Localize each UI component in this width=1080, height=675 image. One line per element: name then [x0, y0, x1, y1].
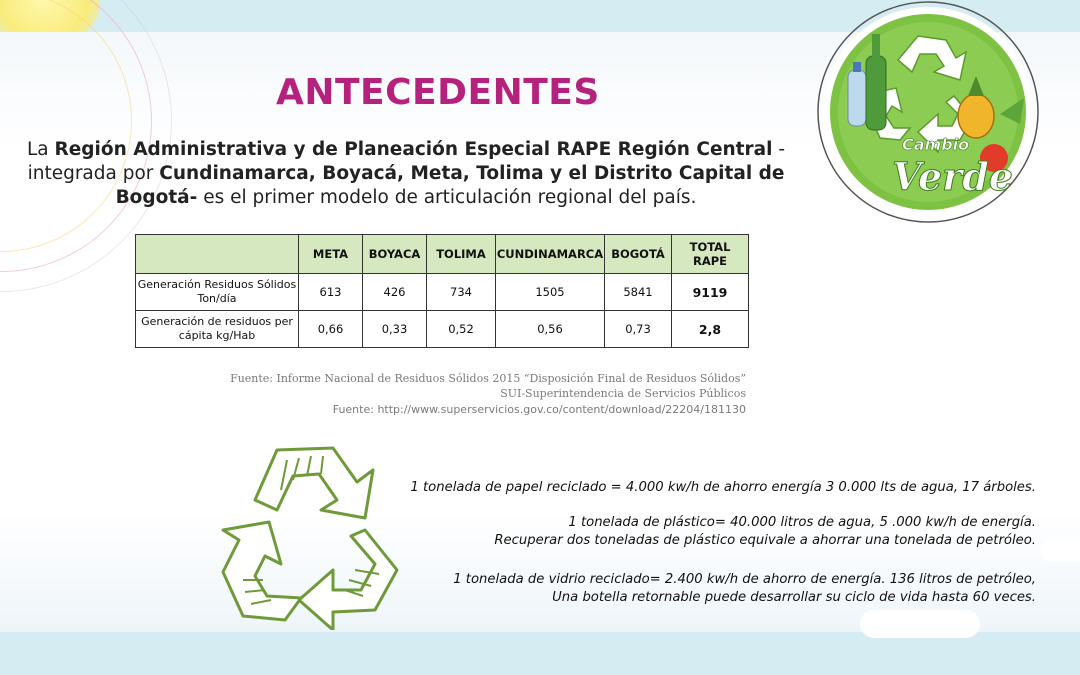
table-row	[136, 311, 749, 348]
table-header-cell: BOYACA	[363, 235, 427, 274]
intro-bold-rape: Región Administrativa y de Planeación Especial RAPE Región Central	[54, 139, 773, 160]
table-header-cell	[136, 235, 299, 274]
table-header-cell: META	[299, 235, 363, 274]
table-header-cell: TOTAL RAPE	[672, 235, 749, 274]
cloud-decoration	[1040, 540, 1080, 562]
intro-text: La	[26, 139, 55, 160]
fact-plastic-1: 1 tonelada de plástico= 40.000 litros de agua, 5 .000 kw/h de energía.	[568, 515, 1036, 530]
logo-word-verde: Verde	[892, 154, 1013, 199]
intro-bold-members: Cundinamarca, Boyacá, Meta, Tolima y el Distrito Capital de Bogotá-	[115, 163, 785, 208]
fact-paper: 1 tonelada de papel reciclado = 4.000 kw/h de ahorro energía 3 0.000 lts de agua, 17 árboles.	[410, 480, 1036, 495]
total-cell: 9119	[672, 274, 749, 311]
table-cell: 613	[299, 274, 363, 311]
table-cell: 0,33	[363, 311, 427, 348]
source-line: Fuente: Informe Nacional de Residuos Sólidos 2015 “Disposición Final de Residuos Sólidos”	[230, 372, 746, 385]
table-header-row	[136, 235, 749, 274]
intro-text: -integrada por	[27, 139, 786, 184]
intro-paragraph	[0, 138, 812, 210]
fact-plastic-2: Recuperar dos toneladas de plástico equivale a ahorrar una tonelada de petróleo.	[494, 533, 1036, 548]
fact-glass-2: Una botella retornable puede desarrollar su ciclo de vida hasta 60 veces.	[552, 590, 1036, 605]
table-header-cell: TOLIMA	[427, 235, 496, 274]
cambio-verde-logo	[800, 0, 1060, 230]
table-cell: 0,66	[299, 311, 363, 348]
table-header-cell: BOGOTÁ	[605, 235, 672, 274]
bottom-band	[0, 632, 1080, 675]
source-url: Fuente: http://www.superservicios.gov.co/content/download/22204/181130	[332, 403, 746, 416]
table-cell: 0,56	[496, 311, 605, 348]
row-label: Generación Residuos Sólidos Ton/día	[136, 274, 299, 311]
table-row	[136, 274, 749, 311]
waste-table	[135, 234, 749, 348]
cloud-decoration	[860, 610, 980, 638]
source-line: SUI-Superintendencia de Servicios Públicos	[500, 387, 746, 400]
page-title: ANTECEDENTES	[276, 72, 600, 113]
row-label: Generación de residuos per cápita kg/Hab	[136, 311, 299, 348]
total-cell: 2,8	[672, 311, 749, 348]
table-header-cell: CUNDINAMARCA	[496, 235, 605, 274]
table-cell: 5841	[605, 274, 672, 311]
intro-text: es el primer modelo de articulación regional del país.	[197, 187, 697, 208]
table-cell: 0,52	[427, 311, 496, 348]
table-cell: 0,73	[605, 311, 672, 348]
logo-word-cambio: Cambio	[902, 135, 970, 154]
fact-glass-1: 1 tonelada de vidrio reciclado= 2.400 kw/h de ahorro de energía. 136 litros de petróleo,	[453, 572, 1036, 587]
table-cell: 426	[363, 274, 427, 311]
table-cell: 1505	[496, 274, 605, 311]
table-cell: 734	[427, 274, 496, 311]
